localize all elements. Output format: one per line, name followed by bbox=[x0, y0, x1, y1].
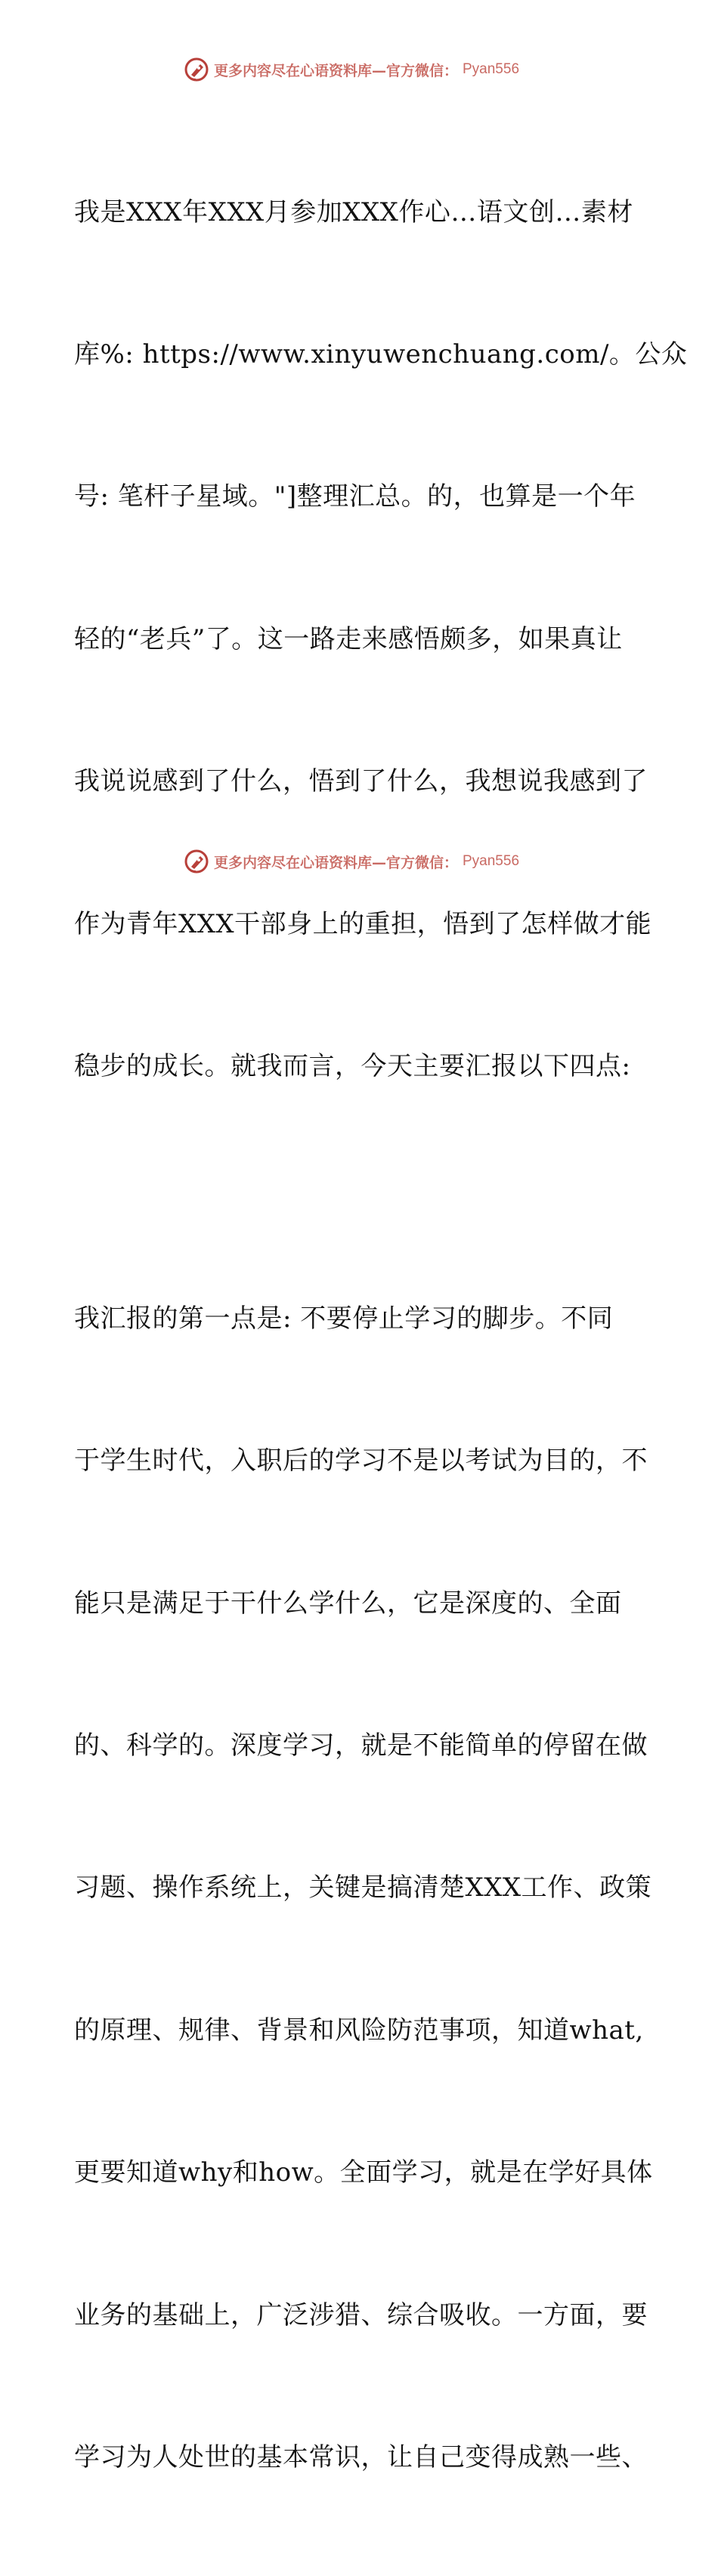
pen-nib-circle-logo-icon bbox=[184, 849, 209, 874]
text-line: 我是XXX年XXX月参加XXX作心…语文创…素材 bbox=[74, 196, 633, 227]
text-line: 学习为人处世的基本常识，让自己变得成熟一些、 bbox=[74, 2442, 648, 2473]
header-wechat-id: Pyan556 bbox=[463, 61, 520, 77]
text-line: 稳步的成长。就我而言，今天主要汇报以下四点: bbox=[74, 1050, 631, 1081]
pen-nib-circle-logo-icon bbox=[184, 57, 209, 82]
text-line: 于学生时代，入职后的学习不是以考试为目的，不 bbox=[74, 1446, 648, 1477]
text-line: 我汇报的第一点是: 不要停止学习的脚步。不同 bbox=[74, 1303, 614, 1334]
text-line: 习题、操作系统上，关键是搞清楚XXX工作、政策 bbox=[74, 1872, 652, 1903]
paragraph-point-one bbox=[74, 1200, 653, 2576]
footer-banner-text: 更多内容尽在心语资料库—官方微信： bbox=[213, 854, 458, 871]
text-line: 库%: https://www.xinyuwenchuang.com/。公众 bbox=[74, 339, 688, 370]
document-body bbox=[74, 94, 688, 2576]
text-line: 的、科学的。深度学习，就是不能简单的停留在做 bbox=[74, 1730, 648, 1761]
header-banner-content bbox=[184, 57, 519, 82]
footer-banner-content bbox=[184, 849, 519, 874]
text-line: 轻的“老兵”了。这一路走来感悟颇多，如果真让 bbox=[74, 623, 623, 654]
header-banner-text: 更多内容尽在心语资料库—官方微信： bbox=[213, 62, 458, 79]
header-banner bbox=[0, 54, 718, 85]
text-line: 业务的基础上，广泛涉猎、综合吸收。一方面，要 bbox=[74, 2299, 648, 2330]
text-line: 的原理、规律、背景和风险防范事项，知道what, bbox=[74, 2015, 644, 2046]
text-line: 能只是满足于干什么学什么，它是深度的、全面 bbox=[74, 1588, 622, 1619]
text-line: 我说说感到了什么，悟到了什么，我想说我感到了 bbox=[74, 766, 648, 797]
text-line: 号: 笔杆子星域。"]整理汇总。的，也算是一个年 bbox=[74, 481, 636, 512]
paragraph-spacer bbox=[74, 1185, 648, 1200]
text-line: 更要知道why和how。全面学习，就是在学好具体 bbox=[74, 2157, 653, 2188]
paragraph-intro bbox=[74, 94, 688, 1185]
footer-wechat-id: Pyan556 bbox=[463, 853, 520, 869]
footer-banner bbox=[0, 846, 718, 877]
text-line: 作为青年XXX干部身上的重担，悟到了怎样做才能 bbox=[74, 908, 652, 939]
